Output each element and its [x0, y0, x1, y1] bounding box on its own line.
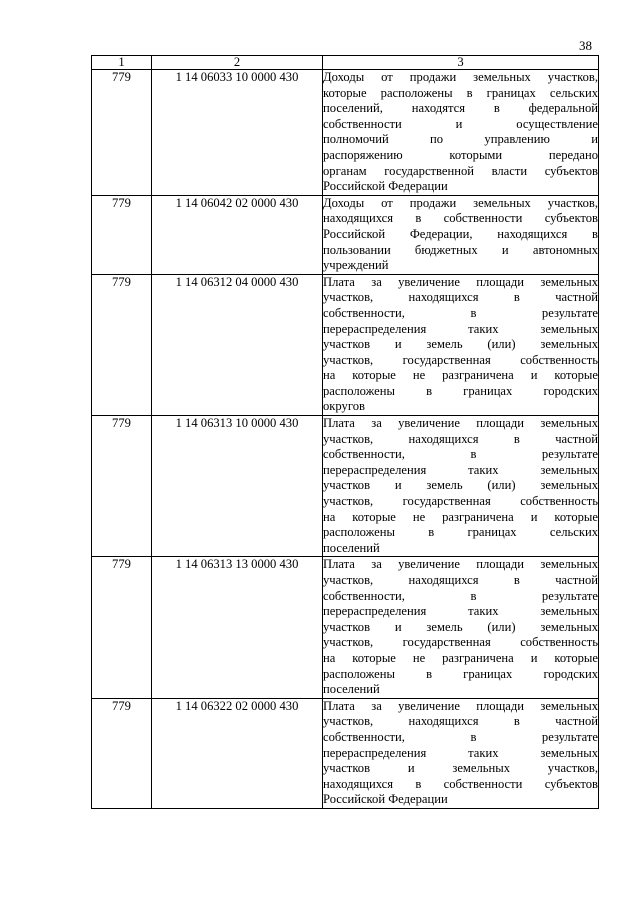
description-line: перераспределения таких земельных — [323, 462, 598, 477]
revenue-codes-table — [91, 55, 599, 809]
description-cell — [323, 70, 599, 196]
table-body — [92, 70, 599, 809]
description-line: которые расположены в границах сельских — [323, 85, 598, 100]
description-line: поселений, находятся в федеральной — [323, 101, 598, 116]
description-line: Российской Федерации, находящихся в — [323, 226, 598, 241]
budget-code-cell: 1 14 06313 13 0000 430 — [152, 557, 323, 698]
description-line: Плата за увеличение площади земельных — [323, 274, 598, 289]
description-line: поселений — [323, 682, 380, 697]
description-cell — [323, 195, 599, 274]
admin-code-cell: 779 — [92, 70, 152, 196]
description-cell — [323, 274, 599, 415]
admin-code-cell: 779 — [92, 416, 152, 557]
budget-code-cell: 1 14 06322 02 0000 430 — [152, 698, 323, 808]
column-header-2: 2 — [152, 56, 323, 70]
description-line: Плата за увеличение площади земельных — [323, 557, 598, 572]
description-line: перераспределения таких земельных — [323, 745, 598, 760]
description-line: участков и земельных участков, — [323, 761, 598, 776]
description-line: Доходы от продажи земельных участков, — [323, 195, 598, 210]
description-line: участков и земель (или) земельных — [323, 478, 598, 493]
description-line: полномочий по управлению и — [323, 132, 598, 147]
description-line: участков и земель (или) земельных — [323, 619, 598, 634]
description-line: Плата за увеличение площади земельных — [323, 416, 598, 431]
table-row — [92, 195, 599, 274]
description-line: расположены в границах городских — [323, 666, 598, 681]
budget-code-cell: 1 14 06033 10 0000 430 — [152, 70, 323, 196]
description-line: органам государственной власти субъектов — [323, 163, 598, 178]
description-line: участков, находящихся в частной — [323, 573, 598, 587]
description-cell — [323, 557, 599, 698]
column-header-3: 3 — [323, 56, 599, 70]
admin-code-cell: 779 — [92, 557, 152, 698]
admin-code-cell: 779 — [92, 195, 152, 274]
header-row — [92, 56, 599, 70]
table-row — [92, 698, 599, 808]
description-cell — [323, 416, 599, 557]
description-line: Российской Федерации — [323, 792, 448, 807]
description-line: участков, находящихся в частной — [323, 714, 598, 729]
table-row — [92, 70, 599, 196]
description-line: находящихся в собственности субъектов — [323, 211, 598, 226]
description-line: участков, находящихся в частной — [323, 290, 598, 305]
table-row — [92, 416, 599, 557]
description-line: участков и земель (или) земельных — [323, 337, 598, 352]
description-line: Российской Федерации — [323, 179, 448, 194]
budget-code-cell: 1 14 06312 04 0000 430 — [152, 274, 323, 415]
description-line: пользовании бюджетных и автономных — [323, 242, 598, 257]
description-line: расположены в границах сельских — [323, 525, 598, 540]
description-line: собственности, в результате — [323, 305, 598, 320]
description-line: участков, государственная собственность — [323, 494, 598, 509]
description-line: собственности, в результате — [323, 588, 598, 603]
description-cell — [323, 698, 599, 808]
column-header-1: 1 — [92, 56, 152, 70]
description-line: перераспределения таких земельных — [323, 321, 598, 336]
description-line: участков, государственная собственность — [323, 352, 598, 367]
description-line: собственности, в результате — [323, 729, 598, 744]
description-line: собственности и осуществление — [323, 116, 598, 131]
description-line: участков, государственная собственность — [323, 635, 598, 650]
page-number: 38 — [579, 38, 592, 53]
description-line: учреждений — [323, 258, 389, 273]
description-line: участков, находящихся в частной — [323, 431, 598, 446]
description-line: распоряжению которыми передано — [323, 147, 598, 162]
description-line: расположены в границах городских — [323, 383, 598, 398]
description-line: на которые не разграничена и которые — [323, 509, 598, 524]
table-header — [92, 56, 599, 70]
admin-code-cell: 779 — [92, 698, 152, 808]
description-line: перераспределения таких земельных — [323, 604, 598, 619]
table-row — [92, 274, 599, 415]
admin-code-cell: 779 — [92, 274, 152, 415]
table-row — [92, 557, 599, 698]
description-line: округов — [323, 399, 365, 414]
description-line: на которые не разграничена и которые — [323, 368, 598, 383]
budget-code-cell: 1 14 06042 02 0000 430 — [152, 195, 323, 274]
description-line: Плата за увеличение площади земельных — [323, 698, 598, 713]
description-line: Доходы от продажи земельных участков, — [323, 70, 598, 84]
description-line: собственности, в результате — [323, 447, 598, 462]
description-line: поселений — [323, 540, 380, 555]
description-line: находящихся в собственности субъектов — [323, 776, 598, 791]
description-line: на которые не разграничена и которые — [323, 650, 598, 665]
budget-code-cell: 1 14 06313 10 0000 430 — [152, 416, 323, 557]
